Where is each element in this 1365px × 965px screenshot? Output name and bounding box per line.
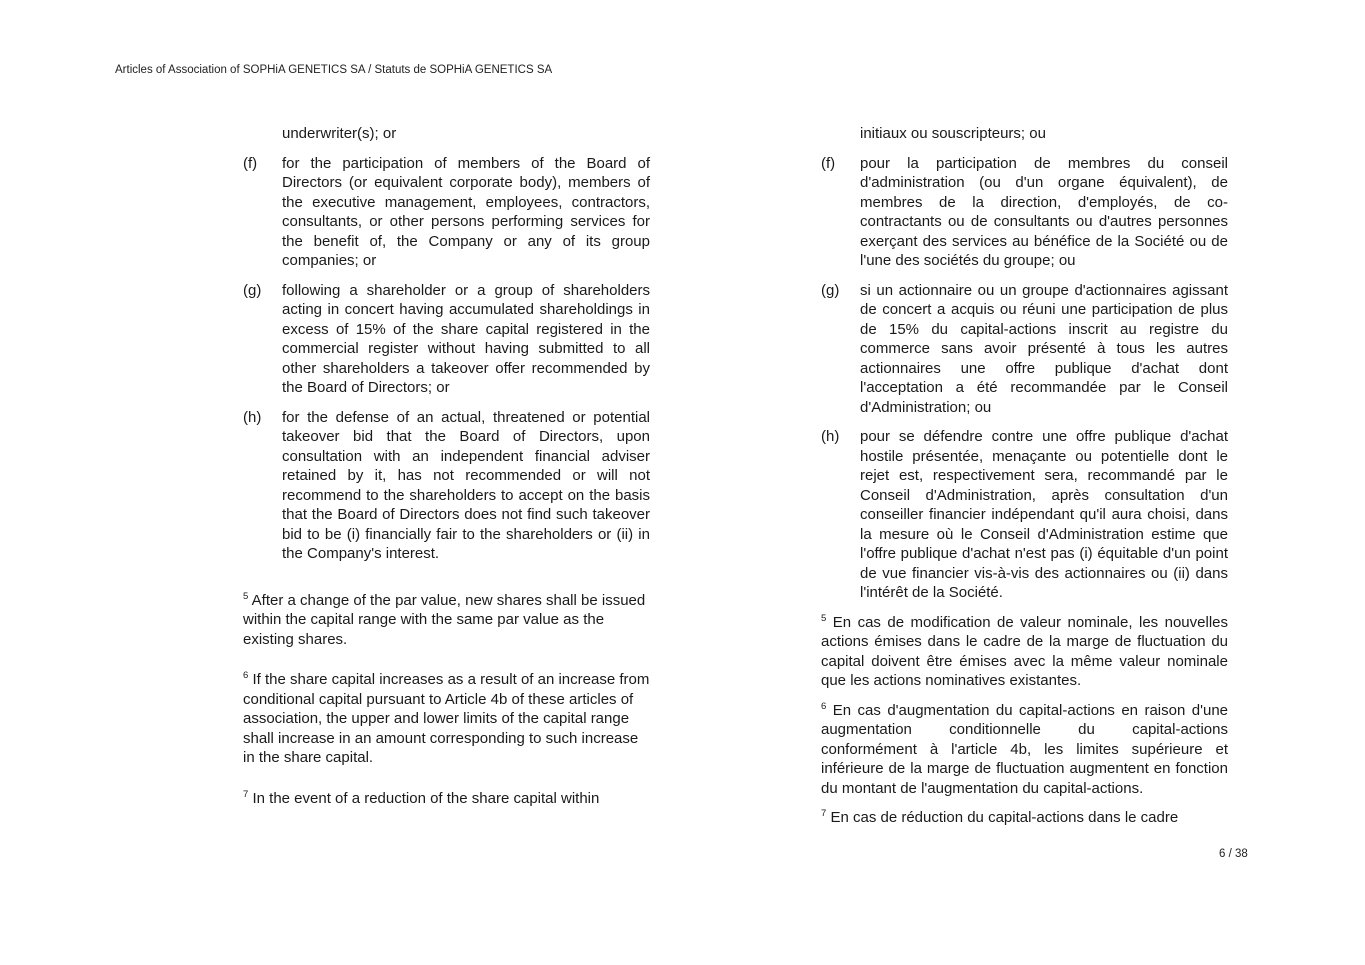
list-item-h — [821, 427, 1228, 603]
item-marker: (h) — [243, 408, 262, 426]
list-item-g — [821, 281, 1228, 418]
footnote-5 — [243, 591, 650, 650]
footnote-7 — [243, 789, 650, 809]
footnote-number: 6 — [243, 670, 249, 681]
footnote-number: 7 — [243, 788, 249, 800]
item-text: pour la participation de membres du conseil d'administration (ou d'un organe équivalent), de membres de la direction, d'employés, de co-contractants ou de consultants ou d'autres personnes exerçant des services au bénéfice de la Société ou de l'une des sociétés du groupe; ou — [860, 154, 1228, 269]
footnote-7 — [821, 808, 1228, 828]
list-item-g — [243, 281, 650, 398]
item-marker: (g) — [243, 281, 262, 299]
item-text: for the participation of members of the Board of Directors (or equivalent corporate body), members of the executive management, employees, contractors, consultants, or other persons performing services for the benefit of, the Company or any of its group companies; or — [282, 154, 650, 269]
english-column — [243, 124, 650, 808]
footnote-text: If the share capital increases as a result of an increase from conditional capital pursuant to Article 4b of these articles of association, the upper and lower limits of the capital range shall increase in an amount corresponding to such increase in the share capital. — [243, 671, 650, 766]
footnote-text: In the event of a reduction of the share capital within — [252, 789, 600, 807]
page-header: Articles of Association of SOPHiA GENETICS SA / Statuts de SOPHiA GENETICS SA — [115, 64, 553, 76]
item-text: si un actionnaire ou un groupe d'actionnaires agissant de concert a acquis ou réuni une participation de plus de 15% du capital-actions inscrit au registre du commerce sans avoir présenté à tous les autres actionnaires une offre publique d'achat dont l'acceptation a été recommandée par le Conseil d'Administration; ou — [860, 281, 1228, 416]
footnote-text: En cas d'augmentation du capital-actions en raison d'une augmentation conditionnelle du capital-actions conformément à l'article 4b, les limites supérieure et inférieure de la marge de fluctuation augmentent en fonction du montant de l'augmentation du capital-actions. — [821, 701, 1228, 797]
continuation-text: underwriter(s); or — [282, 125, 397, 142]
french-column — [821, 124, 1228, 828]
continuation-text: initiaux ou souscripteurs; ou — [860, 125, 1046, 142]
footnote-5 — [821, 613, 1228, 691]
footnote-text: En cas de réduction du capital-actions dans le cadre — [830, 809, 1179, 826]
footnote-number: 7 — [821, 808, 827, 819]
item-text: pour se défendre contre une offre publique d'achat hostile présentée, menaçante ou potentielle dont le rejet est, respectivement sera, recommandé par le Conseil d'Administration, après consultation d'un conseiller financier indépendant qu'il aura choisi, dans la mesure où le Conseil d'Administration estime que l'offre publique d'achat n'est pas (i) équitable d'un point de vue financier vis-à-vis des actionnaires ou (ii) dans l'intérêt de la Société. — [860, 428, 1228, 601]
item-text: for the defense of an actual, threatened or potential takeover bid that the Board of Directors, upon consultation with an independent financial adviser retained by it, has not recommended or will not recommend to the shareholders to accept on the basis that the Board of Directors does not find such takeover bid to be (i) financially fair to the shareholders or (ii) in the Company's interest. — [282, 408, 650, 562]
item-marker: (f) — [821, 154, 836, 172]
list-item-h — [243, 408, 650, 564]
page-number: 6 / 38 — [1219, 848, 1248, 860]
footnote-text: En cas de modification de valeur nominale, les nouvelles actions émises dans le cadre de la marge de fluctuation du capital doivent être émises avec la même valeur nominale que les actions nominatives existantes. — [821, 613, 1228, 689]
item-marker: (h) — [821, 428, 840, 445]
footnote-6 — [821, 701, 1228, 799]
footnote-text: After a change of the par value, new shares shall be issued within the capital range with the same par value as the existing shares. — [243, 591, 646, 648]
item-text: following a shareholder or a group of shareholders acting in concert having accumulated shareholdings in excess of 15% of the share capital registered in the commercial register without having submitted to all other shareholders a takeover offer recommended by the Board of Directors; or — [282, 281, 650, 396]
item-marker: (f) — [243, 154, 258, 172]
item-marker: (g) — [821, 281, 840, 299]
footnote-number: 6 — [821, 700, 827, 712]
list-item-f — [821, 154, 1228, 271]
list-item-f — [243, 154, 650, 271]
footnote-number: 5 — [243, 590, 249, 602]
footnote-6 — [243, 670, 650, 768]
footnote-number: 5 — [821, 612, 827, 624]
